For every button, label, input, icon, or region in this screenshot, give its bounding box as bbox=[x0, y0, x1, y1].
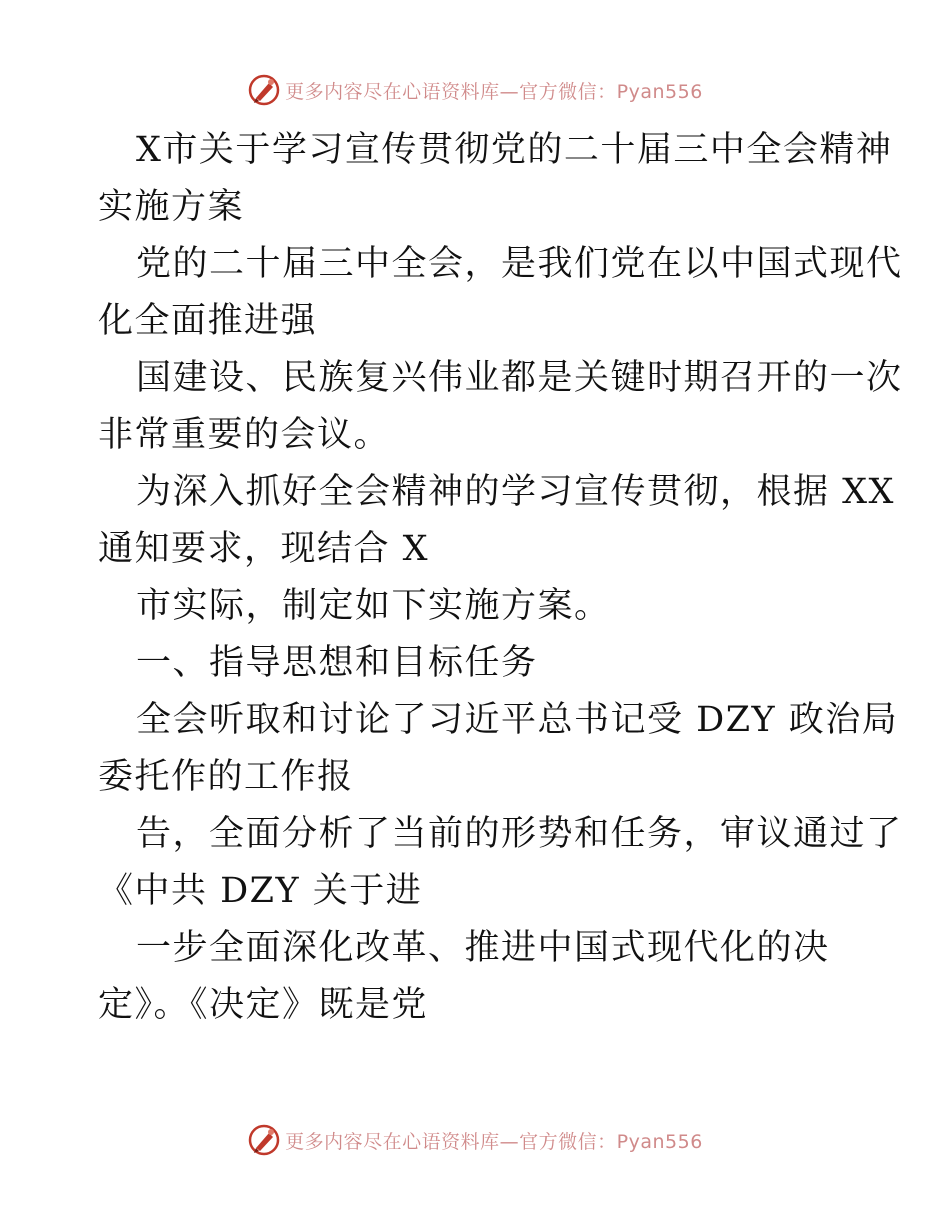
text-line: 党的二十届三中全会，是我们党在以中国式现代 bbox=[136, 244, 903, 284]
text-line: 国建设、民族复兴伟业都是关键时期召开的一次 bbox=[136, 358, 903, 398]
text-line: 一步全面深化改革、推进中国式现代化的决 bbox=[136, 928, 830, 968]
watermark-text: 更多内容尽在心语资料库—官方微信：Pyan556 bbox=[285, 80, 703, 103]
text-line: 委托作的工作报 bbox=[98, 757, 354, 797]
watermark-text: 更多内容尽在心语资料库—官方微信：Pyan556 bbox=[285, 1130, 703, 1153]
text-line: 市实际，制定如下实施方案。 bbox=[136, 586, 611, 626]
text-line: 通知要求，现结合 X bbox=[98, 529, 430, 569]
text-line: 化全面推进强 bbox=[98, 301, 318, 341]
pen-logo-icon bbox=[247, 1123, 281, 1157]
header-watermark bbox=[0, 70, 950, 110]
document-body bbox=[98, 122, 903, 1034]
pen-logo-icon bbox=[247, 73, 281, 107]
text-line: 告，全面分析了当前的形势和任务，审议通过了 bbox=[136, 814, 903, 854]
section-heading: 一、指导思想和目标任务 bbox=[136, 643, 538, 683]
text-line: 《中共 DZY 关于进 bbox=[98, 871, 423, 911]
text-line: 非常重要的会议。 bbox=[98, 415, 391, 455]
text-line: 为深入抓好全会精神的学习宣传贯彻，根据 XX bbox=[136, 472, 895, 512]
text-line: X市关于学习宣传贯彻党的二十届三中全会精神 bbox=[136, 130, 893, 170]
text-line: 全会听取和讨论了习近平总书记受 DZY 政治局 bbox=[136, 700, 899, 740]
footer-watermark bbox=[0, 1120, 950, 1160]
text-line: 实施方案 bbox=[98, 187, 245, 227]
text-line: 定》。《决定》既是党 bbox=[98, 985, 429, 1025]
